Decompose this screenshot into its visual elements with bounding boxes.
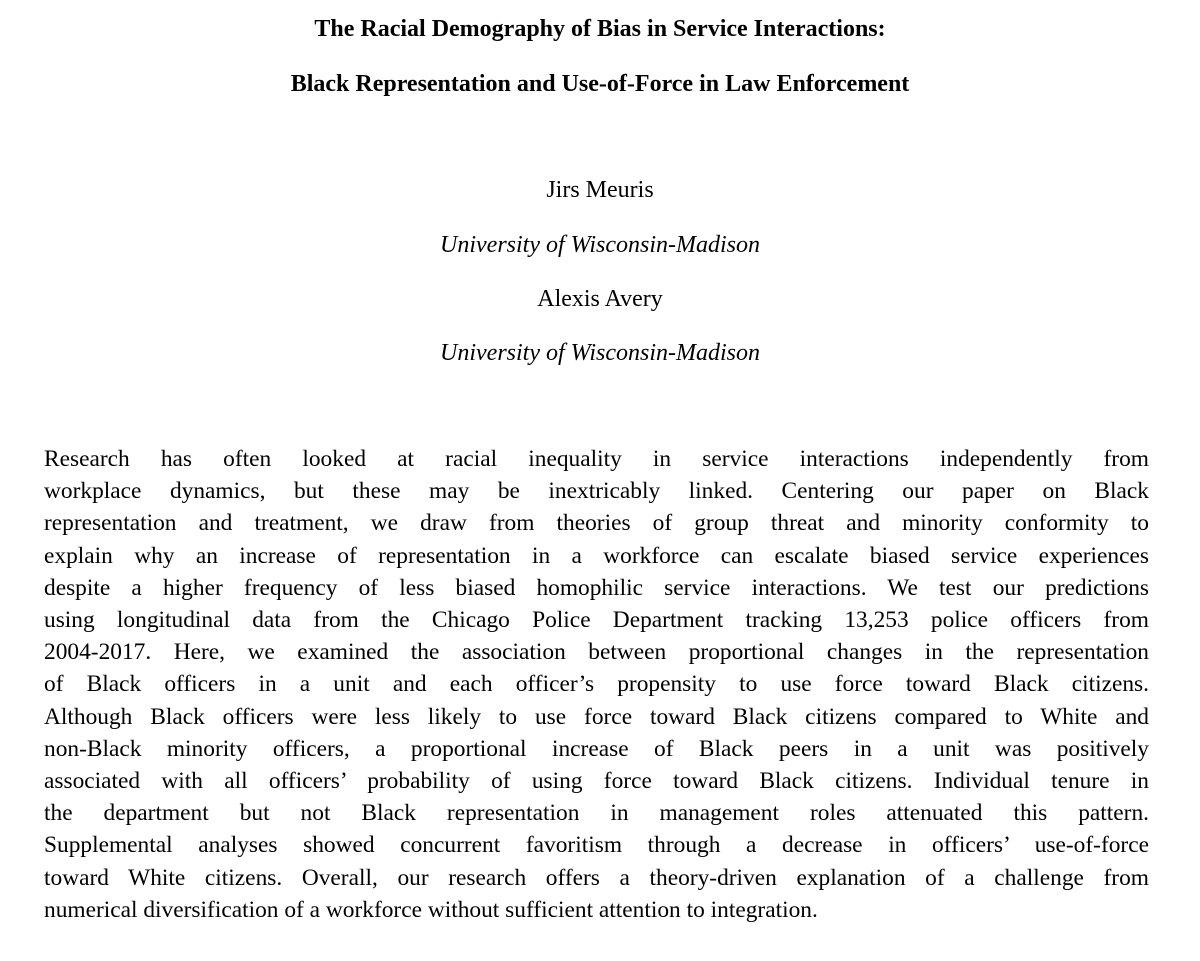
abstract-line: non-Black minority officers, a proportional increase of Black peers in a unit was positively (44, 735, 1149, 762)
author-affiliation-2: University of Wisconsin-Madison (440, 340, 760, 366)
abstract-line: workplace dynamics, but these may be inextricably linked. Centering our paper on Black (44, 478, 1149, 505)
abstract-line: using longitudinal data from the Chicago Police Department tracking 13,253 police officers from (44, 607, 1149, 634)
author-affiliation-1: University of Wisconsin-Madison (440, 232, 760, 258)
author-name-2: Alexis Avery (537, 286, 663, 312)
abstract-line: Research has often looked at racial inequality in service interactions independently from (44, 446, 1149, 472)
abstract-line: of Black officers in a unit and each officer’s propensity to use force toward Black citizens. (44, 671, 1149, 698)
paper-title-line-2: Black Representation and Use-of-Force in Law Enforcement (290, 71, 910, 97)
author-name-1: Jirs Meuris (546, 177, 654, 203)
abstract-line: representation and treatment, we draw from theories of group threat and minority conformity to (44, 510, 1149, 537)
abstract-line: explain why an increase of representation in a workforce can escalate biased service experiences (44, 542, 1149, 569)
abstract (44, 443, 1149, 926)
paper-title-line-1: The Racial Demography of Bias in Service Interactions: (314, 16, 886, 42)
abstract-line: Although Black officers were less likely to use force toward Black citizens compared to White and (44, 703, 1149, 730)
abstract-line: associated with all officers’ probability of using force toward Black citizens. Individual tenure in (44, 768, 1149, 795)
abstract-line: despite a higher frequency of less biased homophilic service interactions. We test our predictions (44, 574, 1149, 601)
abstract-line: the department but not Black representation in management roles attenuated this pattern. (44, 800, 1149, 827)
abstract-line: Supplemental analyses showed concurrent favoritism through a decrease in officers’ use-of-force (44, 832, 1149, 859)
abstract-line: 2004-2017. Here, we examined the association between proportional changes in the representation (44, 639, 1149, 666)
abstract-line: numerical diversification of a workforce without sufficient attention to integration. (44, 896, 818, 923)
abstract-line: toward White citizens. Overall, our research offers a theory-driven explanation of a challenge from (44, 864, 1149, 891)
